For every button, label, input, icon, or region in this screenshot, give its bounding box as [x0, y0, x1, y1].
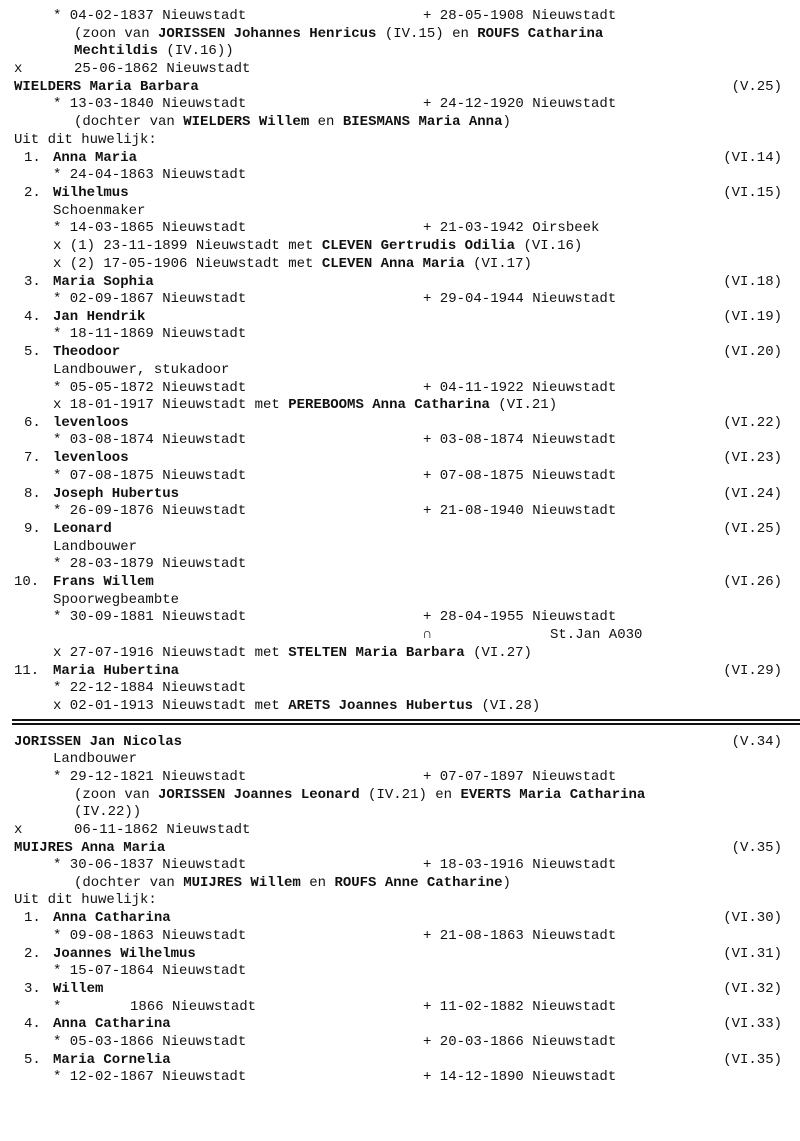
wife-death: + 24-12-1920 Nieuwstadt: [423, 96, 617, 112]
child-vitals: [0, 680, 800, 698]
child-header: [0, 274, 800, 292]
child-vitals: [0, 1034, 800, 1052]
child-name: Joannes Wilhelmus: [53, 946, 196, 962]
child-birth: * 14-03-1865 Nieuwstadt: [53, 220, 247, 236]
child-name: Anna Catharina: [53, 910, 171, 926]
spouse-name: STELTEN Maria Barbara: [288, 645, 465, 661]
child-name: levenloos: [53, 415, 129, 431]
child-ref: (VI.29): [723, 663, 782, 679]
child-death: + 29-04-1944 Nieuwstadt: [423, 291, 617, 307]
child-marriage: x 02-01-1913 Nieuwstadt met ARETS Joannes Hubertus (VI.28): [53, 698, 541, 714]
marriage-line: [0, 61, 800, 79]
marriage-line: [0, 822, 800, 840]
child-death: + 20-03-1866 Nieuwstadt: [423, 1034, 617, 1050]
child-birth: * 03-08-1874 Nieuwstadt: [53, 432, 247, 448]
child-death: + 28-04-1955 Nieuwstadt: [423, 609, 617, 625]
child-vitals: [0, 291, 800, 309]
child-ref: (VI.19): [723, 309, 782, 325]
child-ref: (VI.23): [723, 450, 782, 466]
section-divider: [12, 719, 800, 721]
child-number: 2.: [24, 185, 41, 201]
child-number: 1.: [24, 910, 41, 926]
spouse-name: PEREBOOMS Anna Catharina: [288, 397, 490, 413]
husband-parents: (zoon van JORISSEN Joannes Leonard (IV.21) en EVERTS Maria Catharina: [74, 787, 646, 803]
parents-line: (zoon van JORISSEN Johannes Henricus (IV.15) en ROUFS Catharina: [74, 26, 604, 42]
child-vitals: [0, 220, 800, 238]
child-number: 6.: [24, 415, 41, 431]
wife-name: WIELDERS Maria Barbara: [14, 79, 199, 95]
child-name: Wilhelmus: [53, 185, 129, 201]
child-ref: (VI.35): [723, 1052, 782, 1068]
child-marriage: x 27-07-1916 Nieuwstadt met STELTEN Maria Barbara (VI.27): [53, 645, 532, 661]
father-vitals: [0, 8, 800, 26]
child-ref: (VI.22): [723, 415, 782, 431]
husband-occupation: Landbouwer: [53, 751, 138, 767]
wife-birth: * 30-06-1837 Nieuwstadt: [53, 857, 247, 873]
child-number: 4.: [24, 1016, 41, 1032]
wife-vitals: [0, 857, 800, 875]
child-header: [0, 344, 800, 362]
child-occupation: Spoorwegbeambte: [53, 592, 180, 608]
child-vitals: [0, 432, 800, 450]
child-birth: * 30-09-1881 Nieuwstadt: [53, 609, 247, 625]
child-header: [0, 309, 800, 327]
child-ref: (VI.20): [723, 344, 782, 360]
child-header: [0, 415, 800, 433]
wife-vitals: [0, 96, 800, 114]
child-name: Anna Catharina: [53, 1016, 171, 1032]
child-number: 2.: [24, 946, 41, 962]
child-name: levenloos: [53, 450, 129, 466]
child-name: Maria Cornelia: [53, 1052, 171, 1068]
husband-name: JORISSEN Jan Nicolas: [14, 734, 183, 750]
child-ref: (VI.31): [723, 946, 782, 962]
child-name: Leonard: [53, 521, 112, 537]
child-birth: * 18-11-1869 Nieuwstadt: [53, 326, 247, 342]
child-birth: * 05-05-1872 Nieuwstadt: [53, 380, 247, 396]
spouse-name: CLEVEN Anna Maria: [321, 256, 465, 272]
child-header: [0, 185, 800, 203]
child-vitals: [0, 468, 800, 486]
child-vitals: [0, 1069, 800, 1087]
child-number: 5.: [24, 1052, 41, 1068]
child-header: [0, 946, 800, 964]
child-birth: * 12-02-1867 Nieuwstadt: [53, 1069, 247, 1085]
child-birth: 1866 Nieuwstadt: [130, 999, 257, 1015]
marriage-date: 06-11-1862 Nieuwstadt: [74, 822, 251, 838]
child-header: [0, 981, 800, 999]
burial-icon: ∩: [423, 627, 432, 643]
child-ref: (VI.25): [723, 521, 782, 537]
child-ref: (VI.15): [723, 185, 782, 201]
spouse-name: CLEVEN Gertrudis Odilia: [321, 238, 516, 254]
child-vitals: [0, 963, 800, 981]
child-occupation: Landbouwer, stukadoor: [53, 362, 230, 378]
child-ref: (VI.26): [723, 574, 782, 590]
child-death: + 21-08-1940 Nieuwstadt: [423, 503, 617, 519]
child-death: + 11-02-1882 Nieuwstadt: [423, 999, 617, 1015]
child-birth: * 05-03-1866 Nieuwstadt: [53, 1034, 247, 1050]
wife-ref: (V.35): [731, 840, 782, 856]
wife-header: [0, 840, 800, 858]
child-header: [0, 486, 800, 504]
marriage-symbol: x: [14, 61, 23, 77]
husband-ref: (V.34): [731, 734, 782, 750]
father-parent-mother: ROUFS Catharina: [477, 26, 604, 42]
child-number: 10.: [14, 574, 40, 590]
child-ref: (VI.24): [723, 486, 782, 502]
child-marriage: x 18-01-1917 Nieuwstadt met PEREBOOMS Anna Catharina (VI.21): [53, 397, 558, 413]
child-header: [0, 663, 800, 681]
child-header: [0, 574, 800, 592]
child-death: + 21-03-1942 Oirsbeek: [423, 220, 600, 236]
child-death: + 21-08-1863 Nieuwstadt: [423, 928, 617, 944]
wife-birth: * 13-03-1840 Nieuwstadt: [53, 96, 247, 112]
husband-death: + 07-07-1897 Nieuwstadt: [423, 769, 617, 785]
child-ref: (VI.30): [723, 910, 782, 926]
father-parents-cont: Mechtildis (IV.16)): [74, 43, 234, 59]
child-header: [0, 150, 800, 168]
marriage-symbol: x: [14, 822, 23, 838]
child-death: + 14-12-1890 Nieuwstadt: [423, 1069, 617, 1085]
father-parent-father: JORISSEN Johannes Henricus: [158, 26, 377, 42]
child-birth: * 24-04-1863 Nieuwstadt: [53, 167, 247, 183]
child-header: [0, 910, 800, 928]
child-name: Willem: [53, 981, 104, 997]
child-number: 5.: [24, 344, 41, 360]
child-number: 9.: [24, 521, 41, 537]
child-vitals: [0, 928, 800, 946]
child-birth: * 07-08-1875 Nieuwstadt: [53, 468, 247, 484]
wife-parents: (dochter van MUIJRES Willem en ROUFS Anne Catharine): [74, 875, 511, 891]
child-name: Frans Willem: [53, 574, 154, 590]
husband-birth: * 29-12-1821 Nieuwstadt: [53, 769, 247, 785]
child-vitals: [0, 503, 800, 521]
child-number: 3.: [24, 274, 41, 290]
child-birth: * 28-03-1879 Nieuwstadt: [53, 556, 247, 572]
child-name: Anna Maria: [53, 150, 138, 166]
child-ref: (VI.14): [723, 150, 782, 166]
child-vitals: [0, 556, 800, 574]
child-ref: (VI.33): [723, 1016, 782, 1032]
child-vitals: [0, 167, 800, 185]
child-marriage: x (1) 23-11-1899 Nieuwstadt met CLEVEN Gertrudis Odilia (VI.16): [53, 238, 583, 254]
child-number: 3.: [24, 981, 41, 997]
child-birth: * 15-07-1864 Nieuwstadt: [53, 963, 247, 979]
child-name: Maria Sophia: [53, 274, 154, 290]
father-birth: * 04-02-1837 Nieuwstadt: [53, 8, 247, 24]
spouse-name: ARETS Joannes Hubertus: [288, 698, 474, 714]
husband-parents-cont: (IV.22)): [74, 804, 142, 820]
father-death: + 28-05-1908 Nieuwstadt: [423, 8, 617, 24]
marriage-date: 25-06-1862 Nieuwstadt: [74, 61, 251, 77]
child-number: 4.: [24, 309, 41, 325]
father-parents: [0, 26, 800, 44]
child-vitals: [0, 999, 800, 1017]
child-number: 1.: [24, 150, 41, 166]
child-number: 8.: [24, 486, 41, 502]
wife-header: [0, 79, 800, 97]
birth-symbol: *: [53, 999, 62, 1015]
child-name: Jan Hendrik: [53, 309, 146, 325]
child-marriage: x (2) 17-05-1906 Nieuwstadt met CLEVEN Anna Maria (VI.17): [53, 256, 532, 272]
child-header: [0, 1016, 800, 1034]
child-name: Maria Hubertina: [53, 663, 180, 679]
children-heading: Uit dit huwelijk:: [14, 132, 157, 148]
child-death: + 03-08-1874 Nieuwstadt: [423, 432, 617, 448]
child-death: + 04-11-1922 Nieuwstadt: [423, 380, 617, 396]
child-ref: (VI.32): [723, 981, 782, 997]
child-number: 7.: [24, 450, 41, 466]
child-birth: * 26-09-1876 Nieuwstadt: [53, 503, 247, 519]
child-vitals: [0, 326, 800, 344]
wife-parents: (dochter van WIELDERS Willem en BIESMANS Maria Anna): [74, 114, 511, 130]
child-header: [0, 1052, 800, 1070]
section-divider: [12, 723, 800, 725]
wife-death: + 18-03-1916 Nieuwstadt: [423, 857, 617, 873]
wife-ref: (V.25): [731, 79, 782, 95]
child-ref: (VI.18): [723, 274, 782, 290]
child-burial: [0, 627, 800, 645]
child-header: [0, 450, 800, 468]
children-heading: Uit dit huwelijk:: [14, 892, 157, 908]
husband-vitals: [0, 769, 800, 787]
child-vitals: [0, 380, 800, 398]
wife-name: MUIJRES Anna Maria: [14, 840, 166, 856]
child-vitals: [0, 609, 800, 627]
child-number: 11.: [14, 663, 40, 679]
child-birth: * 02-09-1867 Nieuwstadt: [53, 291, 247, 307]
child-name: Theodoor: [53, 344, 121, 360]
husband-header: [0, 734, 800, 752]
child-header: [0, 521, 800, 539]
burial-place: St.Jan A030: [550, 627, 643, 643]
child-name: Joseph Hubertus: [53, 486, 180, 502]
child-occupation: Landbouwer: [53, 539, 138, 555]
child-birth: * 22-12-1884 Nieuwstadt: [53, 680, 247, 696]
child-birth: * 09-08-1863 Nieuwstadt: [53, 928, 247, 944]
child-death: + 07-08-1875 Nieuwstadt: [423, 468, 617, 484]
child-occupation: Schoenmaker: [53, 203, 146, 219]
